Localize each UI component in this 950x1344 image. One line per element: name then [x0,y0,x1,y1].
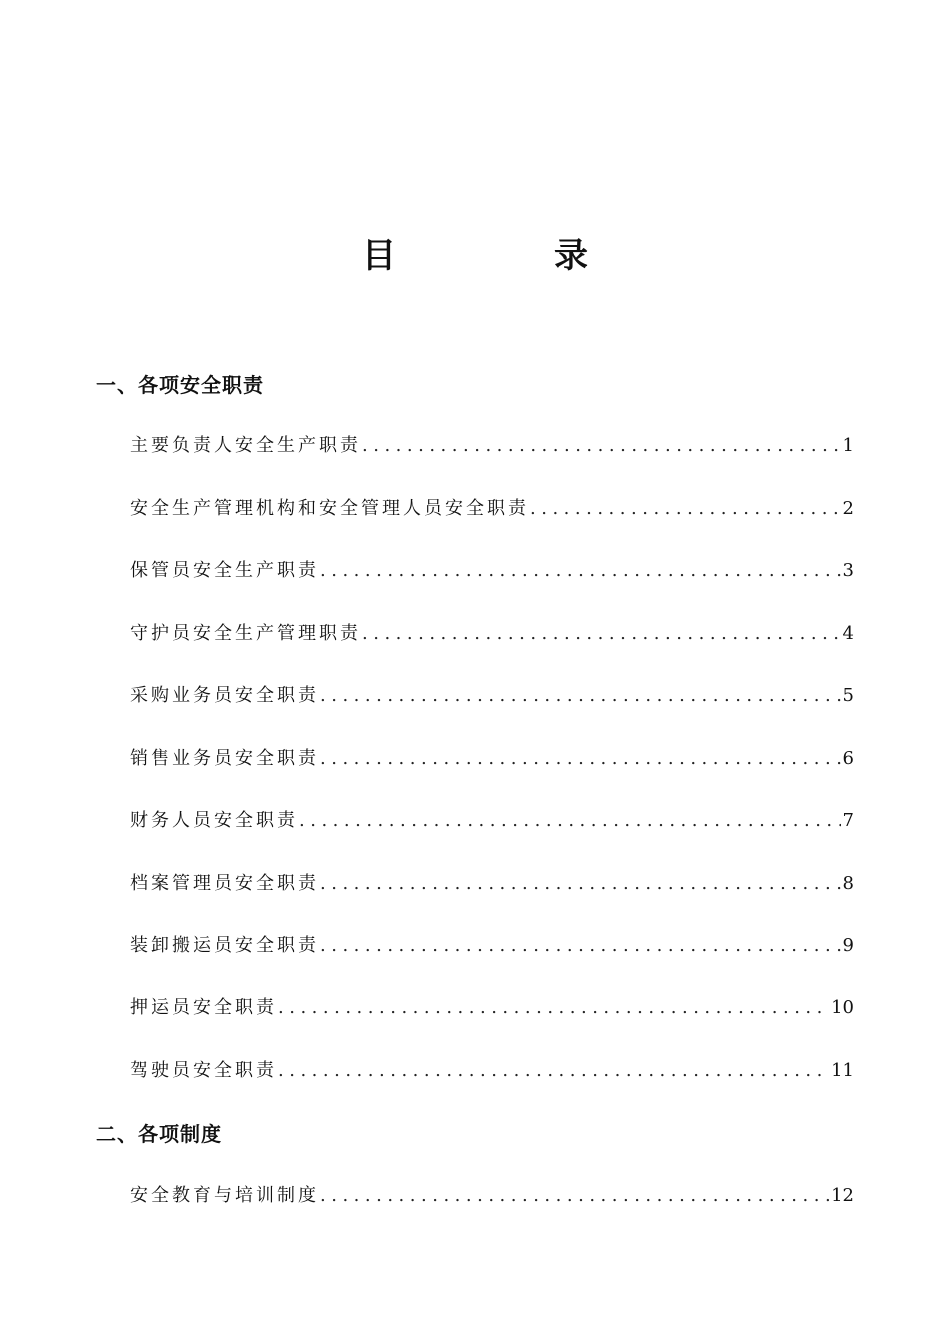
toc-entry-label: 销售业务员安全职责 [130,748,319,769]
toc-dot-leader [320,869,841,899]
toc-entry-label: 主要负责人安全生产职责 [130,435,361,456]
toc-entry-label: 采购业务员安全职责 [130,685,319,706]
toc-entry[interactable] [130,431,854,461]
toc-entry-page: 10 [831,997,854,1018]
section-heading-2: 二、各项制度 [96,1122,222,1146]
toc-dot-leader [320,931,841,961]
toc-title-char-1: 目 [362,236,396,276]
toc-entry[interactable] [130,556,854,586]
toc-dot-leader [320,744,841,774]
toc-entry[interactable] [130,931,854,961]
toc-entry-page: 12 [831,1185,854,1206]
toc-dot-leader [299,806,841,836]
toc-dot-leader [320,1181,829,1211]
toc-entry-label: 保管员安全生产职责 [130,560,319,581]
toc-entry[interactable] [130,681,854,711]
toc-entry-page: 5 [842,685,854,706]
toc-entry[interactable] [130,1181,854,1211]
toc-entry[interactable] [130,744,854,774]
toc-entry[interactable] [130,1056,854,1086]
toc-dot-leader [362,431,841,461]
toc-entry[interactable] [130,494,854,524]
toc-entry[interactable] [130,993,854,1023]
toc-entry[interactable] [130,806,854,836]
toc-entry-label: 押运员安全职责 [130,997,277,1018]
toc-dot-leader [362,619,841,649]
toc-entry[interactable] [130,869,854,899]
toc-entry-label: 财务人员安全职责 [130,810,298,831]
toc-entry-label: 驾驶员安全职责 [130,1060,277,1081]
toc-dot-leader [320,681,841,711]
toc-dot-leader [320,556,841,586]
toc-entry-label: 装卸搬运员安全职责 [130,935,319,956]
toc-entry-label: 守护员安全生产管理职责 [130,623,361,644]
toc-dot-leader [278,993,829,1023]
toc-entry-label: 安全教育与培训制度 [130,1185,319,1206]
toc-entry-page: 11 [831,1060,854,1081]
toc-title-char-2: 录 [554,236,588,276]
toc-entry-label: 安全生产管理机构和安全管理人员安全职责 [130,498,529,519]
toc-title [0,224,950,280]
toc-entry-page: 9 [842,935,854,956]
toc-entry-page: 2 [842,498,854,519]
toc-entry-label: 档案管理员安全职责 [130,873,319,894]
toc-entry-page: 4 [842,623,854,644]
toc-entry-page: 3 [842,560,854,581]
toc-entry-page: 7 [842,810,854,831]
toc-dot-leader [530,494,841,524]
toc-entry-page: 1 [842,435,854,456]
toc-entry-page: 6 [842,748,854,769]
toc-entry[interactable] [130,619,854,649]
section-heading-1: 一、各项安全职责 [96,373,264,397]
toc-entry-page: 8 [842,873,854,894]
toc-dot-leader [278,1056,829,1086]
